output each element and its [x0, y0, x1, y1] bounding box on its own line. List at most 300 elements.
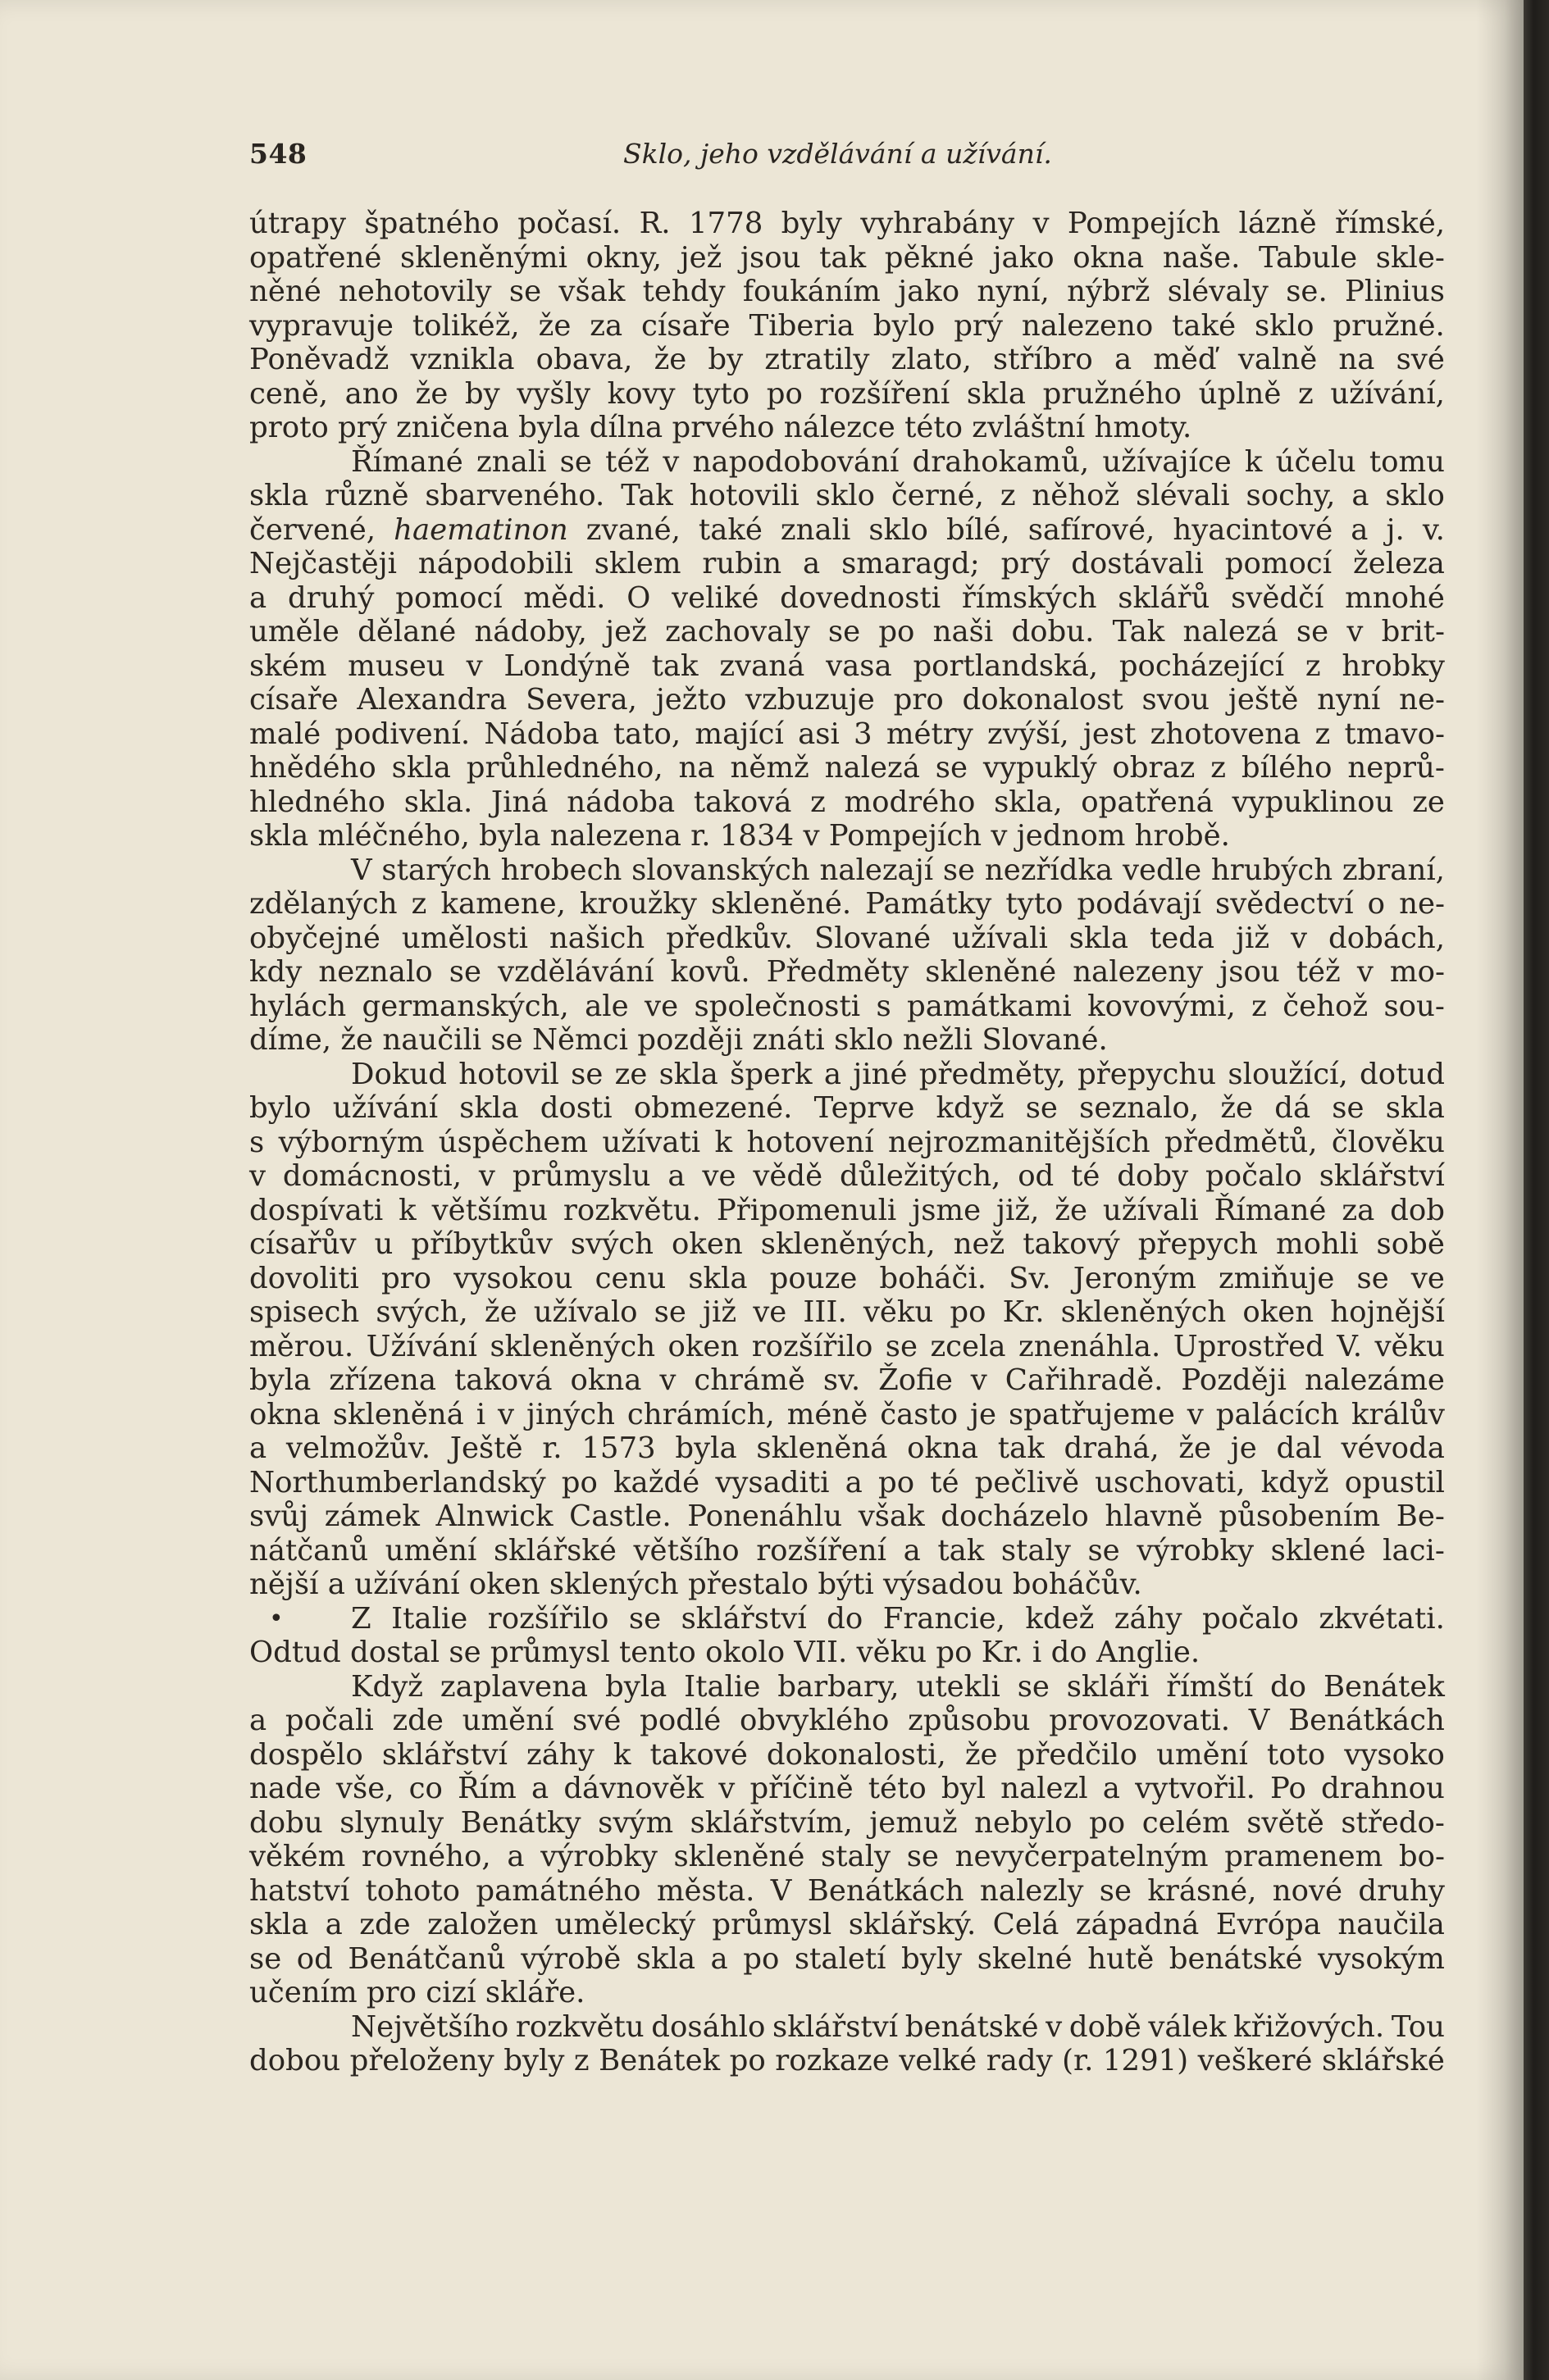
word: kdy — [249, 955, 303, 989]
word: sklářství — [681, 1601, 807, 1636]
word: Be- — [1396, 1499, 1445, 1533]
word: skláře. — [485, 1976, 585, 2009]
word: výsadou — [883, 1568, 1013, 1601]
word: hotovil — [458, 1057, 559, 1091]
word: válek — [1148, 2009, 1227, 2044]
text-line — [249, 411, 1445, 445]
word: pružné. — [1333, 308, 1445, 343]
word: díme, — [249, 1023, 341, 1057]
word: podávají — [1077, 887, 1201, 921]
word: j. — [1386, 512, 1405, 547]
word: že — [415, 376, 449, 411]
word: III. — [803, 1295, 847, 1329]
word: cizí — [426, 1976, 485, 2009]
word: lázně — [1238, 207, 1317, 240]
word: jsou — [740, 240, 801, 275]
word: Kr. — [981, 1636, 1032, 1669]
word: bílého — [1241, 751, 1333, 785]
word: skla — [249, 479, 309, 512]
word: VII. — [794, 1636, 857, 1669]
word: Řím — [458, 1772, 517, 1805]
word: Teprve — [813, 1091, 915, 1125]
word: výrobky — [540, 1840, 658, 1873]
word: Tak — [1112, 615, 1165, 648]
word: obyčejné — [249, 921, 380, 955]
word: průmysl — [712, 1908, 832, 1941]
word: často — [880, 1397, 959, 1431]
word: takové — [649, 1737, 748, 1772]
word: Cařihradě. — [1005, 1363, 1164, 1397]
word: a — [667, 1159, 686, 1193]
word: vysaditi — [715, 1465, 830, 1499]
word: svůj — [249, 1499, 309, 1533]
word: k — [613, 1737, 631, 1772]
word: že — [1220, 1091, 1254, 1125]
word: taková — [693, 785, 792, 819]
word: již, — [996, 1193, 1040, 1227]
word: umění — [385, 1533, 477, 1568]
word: spatřujeme — [1008, 1397, 1175, 1431]
word: svých — [570, 1227, 654, 1261]
word: se — [1296, 615, 1329, 648]
word: vzbuzuje — [745, 683, 875, 717]
word: úplně — [1198, 376, 1282, 411]
text-line — [249, 1363, 1445, 1398]
word: tak — [997, 1431, 1045, 1465]
word: hnědého — [249, 751, 376, 785]
word: dosáhlo — [651, 2009, 766, 2044]
word: neznalo — [318, 955, 433, 989]
word: dobu. — [1011, 615, 1095, 648]
word: i — [476, 1397, 486, 1431]
word: Jeroným — [1073, 1261, 1196, 1295]
word: býti — [818, 1568, 884, 1601]
word: užívali — [952, 921, 1048, 955]
word: tak — [651, 648, 699, 683]
word: zvaná — [719, 648, 805, 683]
word: skelné — [977, 1941, 1073, 1976]
word: nehotovily — [339, 275, 492, 308]
word: uměle — [249, 615, 339, 648]
word: zaplavena — [440, 1669, 589, 1704]
word: vytvořil. — [1135, 1772, 1255, 1805]
word: Italie — [391, 1601, 468, 1636]
word: většího — [633, 1533, 740, 1568]
word: chrámě — [694, 1363, 805, 1397]
text-line — [249, 1738, 1445, 1772]
word: i — [1032, 1636, 1051, 1669]
word: bylo — [249, 1091, 312, 1125]
word: něhož — [1032, 479, 1120, 512]
word: dá — [1274, 1091, 1311, 1125]
word: pěkné — [884, 240, 974, 275]
word: záhy — [1114, 1601, 1182, 1636]
word: v — [1356, 955, 1374, 989]
word: hmoty. — [1094, 411, 1192, 444]
word: vysokým — [1318, 1941, 1445, 1976]
word: měď — [1153, 343, 1217, 376]
word: proto — [249, 411, 338, 444]
word: Předměty — [766, 955, 909, 989]
word: vypuklý — [982, 751, 1097, 785]
word: staly — [1000, 1533, 1071, 1568]
word: svou — [1141, 683, 1210, 717]
word: mohli — [1275, 1227, 1359, 1261]
word: nezřídka — [984, 853, 1114, 887]
word: Benátkách — [807, 1873, 964, 1908]
word: hrobky — [1342, 648, 1445, 683]
word: dělané — [358, 615, 457, 648]
text-line — [249, 547, 1445, 581]
word: výborným — [278, 1125, 425, 1159]
word: Poněvadž — [249, 343, 390, 376]
word: dal — [1276, 1431, 1322, 1465]
text-line — [249, 445, 1445, 480]
text-line — [249, 751, 1445, 785]
word: sbarveného. — [425, 479, 605, 512]
word: počalo — [1205, 1159, 1302, 1193]
word: věku — [863, 1295, 934, 1329]
word: dostávali — [1071, 547, 1204, 580]
word: průmyslu — [512, 1159, 651, 1193]
word: Tabule — [1259, 240, 1358, 275]
word: ve — [753, 1295, 787, 1329]
word: oken — [667, 1329, 740, 1363]
word: že — [964, 1737, 998, 1772]
word: té — [930, 1465, 959, 1499]
word: utekli — [916, 1669, 1000, 1704]
word: Pompejích — [828, 819, 991, 853]
text-line — [249, 241, 1445, 275]
word: císařův — [249, 1227, 357, 1261]
page-number: 548 — [249, 138, 308, 170]
word: spisech — [249, 1295, 360, 1329]
word: okny, — [585, 240, 662, 275]
word: užívajíce — [1102, 444, 1232, 479]
word: barbary, — [777, 1669, 900, 1704]
word: méně — [786, 1397, 868, 1431]
word: jemuž — [869, 1805, 958, 1840]
text-line — [249, 922, 1445, 956]
word: takový — [1023, 1227, 1120, 1261]
word: prý — [338, 411, 397, 444]
word: Uprostřed — [1173, 1329, 1324, 1363]
word: byla — [604, 1669, 667, 1704]
word: a — [903, 1533, 921, 1568]
word: staly — [821, 1840, 891, 1873]
word: pružného — [1042, 376, 1182, 411]
word: mědi. — [523, 580, 606, 615]
word: oken — [468, 1568, 549, 1601]
word: domácnosti, — [282, 1159, 462, 1193]
text-line — [249, 1704, 1445, 1738]
word: opatřené — [249, 240, 382, 275]
word: nalezeny — [1073, 955, 1204, 989]
word: hyacintové — [1173, 512, 1333, 547]
text-line — [249, 1840, 1445, 1874]
word: dobou — [249, 2044, 341, 2077]
word: vyhrabány — [860, 207, 1015, 240]
word: staletí — [794, 1941, 886, 1976]
word: hledného — [249, 785, 386, 819]
word: sou- — [1383, 989, 1445, 1023]
text-line — [249, 1499, 1445, 1534]
word: cenu — [595, 1261, 667, 1295]
word: nejrozmanitějších — [888, 1125, 1150, 1159]
text-line — [249, 479, 1445, 513]
word: špatného — [364, 207, 499, 240]
word: zde — [392, 1704, 444, 1737]
word: Po — [1270, 1772, 1306, 1805]
word: skla. — [403, 785, 473, 819]
word: že — [654, 343, 687, 376]
word: ze — [614, 1057, 648, 1091]
word: kroužky — [580, 887, 697, 921]
word: skla — [688, 1261, 748, 1295]
word: k — [1244, 444, 1263, 479]
word: že — [484, 1295, 517, 1329]
word: docházelo — [941, 1499, 1089, 1533]
text-line — [249, 207, 1445, 241]
word: založen — [427, 1908, 539, 1941]
word: tak — [937, 1533, 985, 1568]
word: se — [885, 1329, 918, 1363]
word: v — [466, 648, 483, 683]
word: V. — [1337, 1329, 1363, 1363]
word: Jiná — [490, 785, 549, 819]
word: za — [1342, 1193, 1375, 1227]
word: Tak — [621, 479, 673, 512]
word: skla — [459, 1091, 519, 1125]
word: pouze — [769, 1261, 858, 1295]
word: sklo — [1385, 479, 1445, 512]
word: skláři — [1066, 1669, 1150, 1704]
text-line — [249, 343, 1445, 377]
word: z — [411, 887, 427, 921]
word: z — [1305, 648, 1321, 683]
word: obava, — [535, 343, 633, 376]
text-line — [249, 1091, 1445, 1126]
word: na — [1338, 343, 1375, 376]
word: kovovými, — [1087, 989, 1236, 1023]
word: po — [561, 1465, 598, 1499]
word: dovednosti — [780, 580, 941, 615]
text-line — [249, 2044, 1445, 2078]
word: šperk — [730, 1057, 813, 1091]
word: císaře — [641, 308, 731, 343]
word: znenáhla. — [1018, 1329, 1161, 1363]
word: modrého — [844, 785, 976, 819]
word: zcela — [930, 1329, 1006, 1363]
word: rozšíření — [756, 1533, 887, 1568]
word: než — [953, 1227, 1005, 1261]
word: métry — [886, 717, 973, 751]
word: a — [249, 1431, 267, 1465]
word: vzdělávání — [498, 955, 654, 989]
word: 1291) — [1102, 2044, 1189, 2077]
text-line — [249, 581, 1445, 616]
word: z — [1210, 751, 1226, 785]
text-line — [249, 1023, 1445, 1058]
word: učením — [249, 1976, 367, 2009]
word: museu — [348, 648, 445, 683]
word: jež — [605, 615, 647, 648]
word: příbytkův — [411, 1227, 553, 1261]
word: tato, — [613, 717, 681, 751]
word: sklo — [834, 1023, 903, 1057]
word: že — [538, 308, 572, 343]
word: Slované — [813, 921, 932, 955]
word: každé — [613, 1465, 700, 1499]
word: ano — [344, 376, 399, 411]
word: naučili — [382, 1023, 491, 1057]
word: boháčův. — [1012, 1568, 1142, 1601]
word: sklářské — [493, 1533, 617, 1568]
word: památného — [476, 1873, 641, 1908]
word: prý — [1000, 547, 1050, 580]
word: také — [1172, 308, 1237, 343]
word: ne- — [1399, 683, 1445, 717]
word: pomocí — [1224, 547, 1333, 580]
word: sklo — [815, 479, 876, 512]
word: příčině — [749, 1772, 854, 1805]
word: opustil — [1344, 1465, 1445, 1499]
word: a — [1351, 479, 1369, 512]
word: jiné — [853, 1057, 908, 1091]
word: rozšířilo — [751, 1329, 873, 1363]
word: Později — [1181, 1363, 1287, 1397]
word: s — [876, 989, 891, 1023]
word: a — [1102, 1772, 1120, 1805]
word: užívati — [602, 1125, 701, 1159]
word: dovoliti — [249, 1261, 359, 1295]
word: nalezají — [819, 853, 934, 887]
word: nebylo — [974, 1805, 1073, 1840]
word: chrámích, — [626, 1397, 775, 1431]
text-line — [249, 1942, 1445, 1977]
word: o — [1367, 887, 1386, 921]
word: králův — [1351, 1397, 1445, 1431]
word: dobách, — [1328, 921, 1445, 955]
word: nýbrž — [1067, 275, 1150, 308]
word: Benátkách — [1288, 1704, 1445, 1737]
word: okna — [249, 1397, 321, 1431]
word: po — [1089, 1805, 1126, 1840]
word: V — [351, 853, 372, 887]
word: sobě — [1376, 1227, 1445, 1261]
text-line — [249, 1330, 1445, 1364]
word: skla — [1068, 921, 1129, 955]
word: Žofie — [878, 1363, 953, 1397]
word: hotovili — [689, 479, 800, 512]
word: v — [803, 819, 829, 853]
text-line — [249, 1976, 1445, 2010]
word: kovů. — [670, 955, 750, 989]
word: po — [743, 1941, 780, 1976]
word: ztratily — [764, 343, 870, 376]
word: vysoko — [1344, 1737, 1445, 1772]
text-line — [249, 1636, 1445, 1670]
word: dosti — [540, 1091, 613, 1125]
word: skla, — [994, 785, 1063, 819]
word: a — [710, 1941, 728, 1976]
word: své — [572, 1704, 622, 1737]
word: černé, — [891, 479, 984, 512]
word: a — [327, 1568, 355, 1601]
word: nalezáme — [1304, 1363, 1445, 1397]
word: jsou — [1219, 955, 1280, 989]
word: safírové, — [1027, 512, 1155, 547]
word: Největšího — [351, 2009, 509, 2044]
word: doby — [1117, 1159, 1189, 1193]
word: k — [714, 1125, 733, 1159]
word: byly — [901, 1941, 963, 1976]
word: rozšířilo — [487, 1601, 609, 1636]
word: by — [708, 343, 744, 376]
word: účelu — [1275, 444, 1356, 479]
word: Slované. — [982, 1023, 1108, 1057]
word: a — [1351, 512, 1369, 547]
word: z — [1251, 989, 1267, 1023]
word: krásné, — [1147, 1873, 1257, 1908]
word: skleněných, — [760, 1227, 936, 1261]
word: Odtud — [249, 1636, 350, 1669]
word: jiných — [526, 1397, 615, 1431]
word: v — [1187, 1397, 1204, 1431]
word: pomocí — [395, 580, 503, 615]
word: neprů- — [1347, 751, 1445, 785]
word: železa — [1353, 547, 1445, 580]
word: vypuklinou — [1232, 785, 1394, 819]
word: Anglie. — [1096, 1636, 1200, 1669]
word: do — [1050, 1636, 1096, 1669]
word: věku — [856, 1636, 936, 1669]
word: počali — [285, 1704, 374, 1737]
word: v — [478, 1159, 495, 1193]
word: v — [663, 444, 680, 479]
text-line — [249, 309, 1445, 344]
text-line — [249, 1874, 1445, 1909]
word: skleněné. — [711, 887, 852, 921]
word: tehdy — [642, 275, 726, 308]
word: že — [340, 1023, 383, 1057]
word: se — [571, 1057, 604, 1091]
word: velmožův. — [285, 1431, 431, 1465]
word: nálezce — [783, 411, 905, 444]
text-line — [249, 1466, 1445, 1500]
word: skleněných — [490, 1329, 656, 1363]
word: bo- — [1398, 1840, 1445, 1873]
word: slovanských — [631, 853, 810, 887]
word: římské, — [1334, 207, 1445, 240]
word: ve — [1410, 1261, 1445, 1295]
word: taková — [453, 1363, 553, 1397]
word: hylách — [249, 989, 347, 1023]
word: v — [659, 1363, 677, 1397]
word: oken — [1242, 1295, 1314, 1329]
text-line — [249, 1806, 1445, 1841]
word: nátčanů — [249, 1533, 369, 1568]
word: se — [449, 955, 481, 989]
word: ne- — [1399, 887, 1445, 921]
word: hatství — [249, 1873, 350, 1908]
word: slynuly — [339, 1805, 444, 1840]
text-line — [249, 2010, 1445, 2045]
word: dob — [1390, 1193, 1445, 1227]
word: asi — [798, 717, 840, 751]
word: němž — [730, 751, 809, 785]
word: se — [559, 444, 592, 479]
